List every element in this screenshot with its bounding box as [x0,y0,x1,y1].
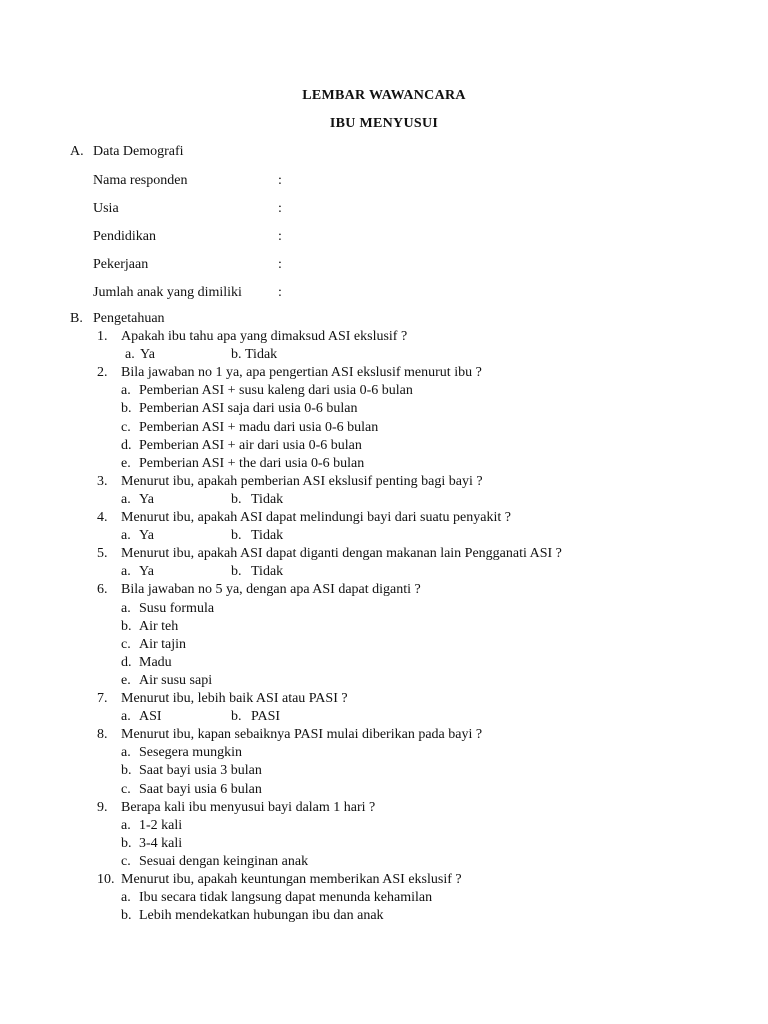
question-text: Menurut ibu, apakah ASI dapat diganti dengan makanan lain Pengganati ASI ? [121,546,562,562]
option-text: Ibu secara tidak langsung dapat menunda kehamilan [139,890,433,906]
option-text: Saat bayi usia 6 bulan [139,781,262,797]
field-label: Nama responden [93,173,188,188]
option-letter: a. [121,600,131,616]
option-letter: a. [121,564,131,580]
option-letter: b. [121,401,132,417]
option-text: Madu [139,654,172,670]
field-label: Pekerjaan [93,257,149,272]
option-letter: c. [121,781,131,797]
section-a-heading: Data Demografi [93,144,184,159]
question-number: 3. [97,473,108,489]
option-letter: b. [121,618,132,634]
question-text: Apakah ibu tahu apa yang dimaksud ASI ekslusif ? [121,329,408,344]
option-text: Susu formula [139,600,215,616]
field-colon: : [278,173,282,188]
option-letter: d. [121,437,132,453]
field-colon: : [278,257,282,272]
option-letter: a. [125,347,135,363]
option-letter: b. [231,347,242,363]
option-text: Ya [139,564,154,580]
option-text: Pemberian ASI saja dari usia 0-6 bulan [139,401,358,417]
option-text: Ya [140,347,155,363]
question-number: 9. [97,799,108,815]
option-text: Tidak [251,491,284,507]
field-label: Pendidikan [93,229,156,244]
field-label: Usia [93,201,119,216]
field-colon: : [278,229,282,244]
option-text: Air tajin [139,636,187,652]
option-text: 3-4 kali [139,835,183,851]
option-letter: b. [231,564,242,580]
option-text: Pemberian ASI + madu dari usia 0-6 bulan [139,419,379,435]
option-text: ASI [139,709,162,725]
option-letter: b. [231,491,242,507]
question-text: Menurut ibu, kapan sebaiknya PASI mulai diberikan pada bayi ? [121,727,483,743]
option-text: Air teh [139,618,179,634]
question-text: Menurut ibu, apakah pemberian ASI ekslusif penting bagi bayi ? [121,473,483,489]
option-text: Pemberian ASI + the dari usia 0-6 bulan [139,455,365,471]
field-colon: : [278,201,282,216]
field-colon: : [278,285,282,300]
option-text: Tidak [245,347,278,363]
option-text: Pemberian ASI + air dari usia 0-6 bulan [139,437,362,453]
question-text: Menurut ibu, apakah keuntungan memberikan ASI ekslusif ? [121,872,462,887]
option-text: Tidak [251,528,284,544]
option-text: Ya [139,491,154,507]
question-number: 1. [97,329,108,344]
question-text: Bila jawaban no 5 ya, dengan apa ASI dapat diganti ? [121,582,421,598]
field-label: Jumlah anak yang dimiliki [93,285,242,300]
section-a-letter: A. [70,144,84,159]
option-letter: a. [121,890,131,906]
option-letter: e. [121,672,131,688]
option-text: Lebih mendekatkan hubungan ibu dan anak [139,908,384,924]
option-letter: c. [121,636,131,652]
question-text: Menurut ibu, apakah ASI dapat melindungi bayi dari suatu penyakit ? [121,510,511,525]
option-text: Ya [139,528,154,544]
option-letter: a. [121,528,131,544]
option-letter: a. [121,709,131,725]
option-letter: b. [121,763,132,779]
option-text: Sesuai dengan keinginan anak [139,853,309,869]
question-number: 10. [97,872,115,887]
section-b-letter: B. [70,311,83,326]
option-text: Tidak [251,564,284,580]
option-text: Sesegera mungkin [139,745,243,761]
option-letter: b. [121,835,132,851]
option-letter: b. [231,709,242,725]
option-letter: c. [121,853,131,869]
option-text: Saat bayi usia 3 bulan [139,763,262,779]
question-number: 7. [97,691,108,706]
option-letter: e. [121,455,131,471]
option-letter: a. [121,383,131,399]
option-letter: b. [231,528,242,544]
document-subtitle: IBU MENYUSUI [329,116,439,131]
option-text: Air susu sapi [139,672,213,688]
question-number: 8. [97,727,108,743]
question-number: 4. [97,510,108,525]
option-text: Pemberian ASI + susu kaleng dari usia 0-6 bulan [139,383,413,399]
option-text: 1-2 kali [139,817,183,833]
question-text: Berapa kali ibu menyusui bayi dalam 1 hari ? [121,799,376,815]
section-b-heading: Pengetahuan [93,311,165,326]
question-text: Bila jawaban no 1 ya, apa pengertian ASI ekslusif menurut ibu ? [121,365,482,381]
option-letter: d. [121,654,132,670]
question-number: 5. [97,546,108,562]
question-text: Menurut ibu, lebih baik ASI atau PASI ? [121,691,348,706]
option-letter: a. [121,817,131,833]
option-letter: a. [121,491,131,507]
document-title: LEMBAR WAWANCARA [302,88,466,103]
question-number: 6. [97,582,108,598]
question-number: 2. [97,365,108,381]
option-text: PASI [251,709,281,725]
option-letter: b. [121,908,132,924]
option-letter: c. [121,419,131,435]
option-letter: a. [121,745,131,761]
